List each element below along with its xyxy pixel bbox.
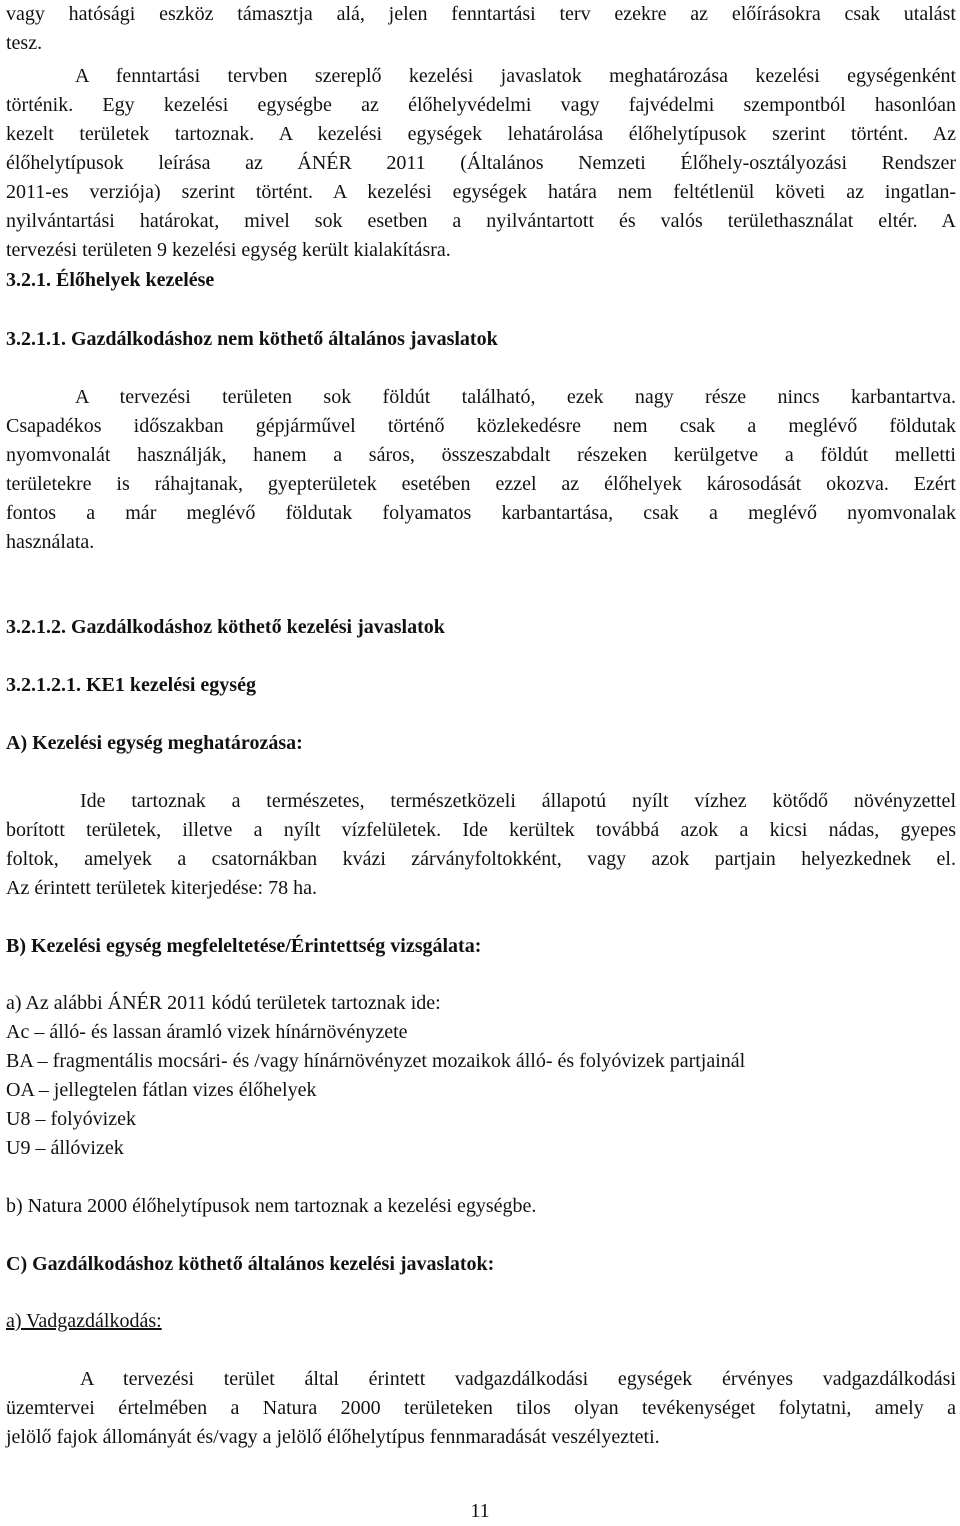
paragraph-unit-definition <box>6 787 956 903</box>
text-line: A tervezési terület által érintett vadgazdálkodási egységek érvényes vadgazdálkodási <box>80 1368 956 1390</box>
list-item: OA – jellegtelen fátlan vizes élőhelyek <box>6 1079 317 1101</box>
text-line: A tervezési területen sok földút található, ezek nagy része nincs karbantartva. <box>75 386 956 408</box>
text-line: jelölő fajok állományát és/vagy a jelölő élőhelytípus fennmaradását veszélyezteti. <box>6 1426 660 1448</box>
text-line: A fenntartási tervben szereplő kezelési javaslatok meghatározása kezelési egységenként <box>75 65 956 87</box>
heading-3-2-1: 3.2.1. Élőhelyek kezelése <box>6 269 215 291</box>
text-line: tervezési területen 9 kezelési egység került kialakításra. <box>6 239 451 261</box>
text-line: kezelt területek tartoznak. A kezelési egységek lehatárolása élőhelytípusok szerint történt. Az <box>6 123 956 145</box>
list-item: U9 – állóvizek <box>6 1137 124 1159</box>
text-line: történik. Egy kezelési egységbe az élőhelyvédelmi vagy fajvédelmi szempontból hasonlóan <box>6 94 956 116</box>
paragraph-dirt-roads <box>6 383 956 557</box>
heading-c-general-proposals: C) Gazdálkodáshoz köthető általános kezelési javaslatok: <box>6 1253 495 1275</box>
list-item: BA – fragmentális mocsári- és /vagy hínárnövényzet mozaikok álló- és folyóvizek partjainál <box>6 1050 746 1072</box>
text-line: használata. <box>6 531 95 553</box>
text-line: Csapadékos időszakban gépjárművel történő közlekedésre nem csak a meglévő földutak <box>6 415 956 437</box>
page-number: 11 <box>470 1500 490 1522</box>
text-line: Ide tartoznak a természetes, természetközeli állapotú nyílt vízhez kötődő növényzettel <box>80 790 956 812</box>
text-line: foltok, amelyek a csatornákban kvázi zárványfoltokként, vagy azok partjain helyezkednek el. <box>6 848 956 870</box>
heading-3-2-1-2: 3.2.1.2. Gazdálkodáshoz köthető kezelési javaslatok <box>6 616 445 638</box>
list-item: Ac – álló- és lassan áramló vizek hínárnövényzete <box>6 1021 408 1043</box>
text-line: területekre is ráhajtanak, gyepterületek esetében ezzel az élőhelyek károsodását okozva. Ezért <box>6 473 956 495</box>
list-item: a) Az alábbi ÁNÉR 2011 kódú területek tartoznak ide: <box>6 992 441 1014</box>
paragraph-game-management <box>6 1365 956 1452</box>
heading-b-correspondence: B) Kezelési egység megfeleltetése/Érintettség vizsgálata: <box>6 935 482 957</box>
text-line: nyilvántartási határokat, mivel sok esetben a nyilvántartott és valós területhasználat eltér. A <box>6 210 956 232</box>
heading-3-2-1-2-1: 3.2.1.2.1. KE1 kezelési egység <box>6 674 256 696</box>
text-line: 2011-es verziója) szerint történt. A kezelési egységek határa nem feltétlenül követi az ingatlan- <box>6 181 956 203</box>
text-line: nyomvonalát használják, hanem a sáros, összeszabdalt részeken kerülgetve a földút melletti <box>6 444 956 466</box>
text-line: üzemtervei értelmében a Natura 2000 területeken tilos olyan tevékenységet folytatni, amely a <box>6 1397 956 1419</box>
text-line: vagy hatósági eszköz támasztja alá, jelen fenntartási terv ezekre az előírásokra csak utalást <box>6 3 956 25</box>
text-line: tesz. <box>6 32 43 54</box>
paragraph-management-units <box>6 62 956 265</box>
heading-a-unit-definition: A) Kezelési egység meghatározása: <box>6 732 303 754</box>
text-line: Az érintett területek kiterjedése: 78 ha. <box>6 877 317 899</box>
subheading-game-management: a) Vadgazdálkodás: <box>6 1310 162 1332</box>
text-line: borított területek, illetve a nyílt vízfelületek. Ide kerültek továbbá azok a kicsi nádas, gyepes <box>6 819 956 841</box>
text-line: fontos a már meglévő földutak folyamatos karbantartása, csak a meglévő nyomvonalak <box>6 502 956 524</box>
text-line: élőhelytípusok leírása az ÁNÉR 2011 (Általános Nemzeti Élőhely-osztályozási Rendszer <box>6 152 956 174</box>
list-item: U8 – folyóvizek <box>6 1108 136 1130</box>
heading-3-2-1-1: 3.2.1.1. Gazdálkodáshoz nem köthető általános javaslatok <box>6 328 498 350</box>
paragraph-intro-continuation <box>6 0 956 58</box>
natura-2000-note: b) Natura 2000 élőhelytípusok nem tartoznak a kezelési egységbe. <box>6 1195 537 1217</box>
